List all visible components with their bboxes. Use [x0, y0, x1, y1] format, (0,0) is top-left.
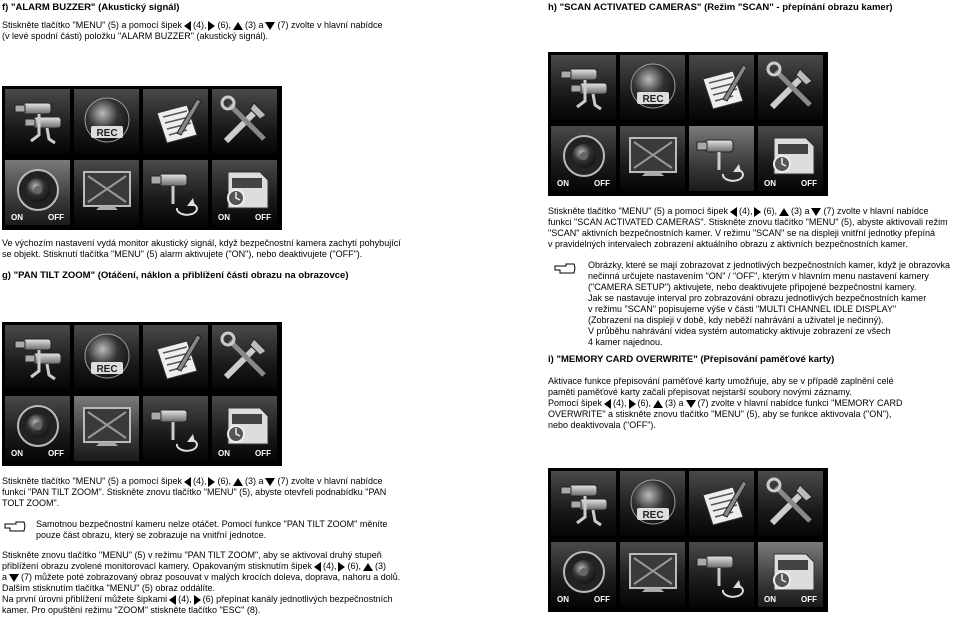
section-g-note: Samotnou bezpečnostní kameru nelze otáčet. Pomocí funkce "PAN TILT ZOOM" měníte pouze část obrazu, který se zobrazuje na vnitřní jednotce. — [36, 519, 388, 540]
menu-item-schedule[interactable] — [688, 54, 755, 121]
arrow-right-icon — [208, 477, 215, 487]
pointing-hand-icon — [4, 520, 26, 532]
menu-item-camera[interactable] — [550, 54, 617, 121]
menu-item-pan-tilt-zoom[interactable] — [619, 125, 686, 192]
section-h-note: Obrázky, které se mají zobrazovat z jednotlivých bezpečnostních kamer, když je obrazovka nečinná určujete nastavením "ON" / "OFF", kterým v hlavním menu nastavení kamery ("CAMERA SETUP") aktivujete, nebo deaktivujete připojené bezpečnostní kamery. Jak se nastavuje interval pro zobrazování obrazu jednotlivých bezpečnostních kamer v režimu "SCAN" popisujeme výše v části "MULTI CHANNEL IDLE DISPLAY" (Zobrazení na displeji v době, kdy neběží nahrávání a uživatel je nečinný). V průběhu nahrávání videa systém automaticky aktivuje zobrazení ze všech 4 kamer najednou. — [588, 260, 950, 347]
menu-item-overwrite[interactable]: ON OFF — [211, 159, 278, 226]
section-f-instructions: Stiskněte tlačítko "MENU" (5) a pomocí šipek (4), (6), (3) a (7) zvolte v hlavní nabídce (v levé spodní části) položku "ALARM BUZZER" (akustický signál). — [2, 20, 383, 41]
section-h-heading: h) "SCAN ACTIVATED CAMERAS" (Režim "SCAN" - přepínání obrazu kamer) — [548, 2, 893, 13]
menu-item-schedule[interactable] — [688, 470, 755, 537]
menu-item-record[interactable] — [73, 324, 140, 391]
section-g-instructions: Stiskněte tlačítko "MENU" (5) a pomocí šipek (4), (6), (3) a (7) zvolte v hlavní nabídce funkci "PAN TILT ZOOM". Stiskněte znovu tlačítko "MENU" (5), abyste otevřeli podnabídku "PAN TOLT ZOOM". — [2, 476, 387, 508]
main-menu-ptz — [2, 322, 282, 466]
section-i-heading: i) "MEMORY CARD OVERWRITE" (Přepisování paměťové karty) — [548, 354, 835, 365]
main-menu-scan — [548, 52, 828, 196]
arrow-down-icon — [265, 22, 275, 30]
menu-item-setup[interactable] — [211, 88, 278, 155]
off-label: OFF — [48, 213, 64, 222]
arrow-down-icon — [265, 478, 275, 486]
main-menu-alarm — [2, 86, 282, 230]
arrow-right-icon — [208, 21, 215, 31]
on-label: ON — [11, 213, 23, 222]
menu-item-alarm-buzzer[interactable]: ON OFF — [4, 395, 71, 462]
main-menu-overwrite — [548, 468, 828, 612]
menu-item-alarm-buzzer[interactable] — [4, 159, 71, 226]
menu-item-camera[interactable] — [550, 470, 617, 537]
arrow-left-icon — [184, 477, 191, 487]
menu-item-record[interactable] — [73, 88, 140, 155]
menu-item-overwrite[interactable]: ON OFF — [211, 395, 278, 462]
arrow-up-icon — [233, 22, 243, 30]
section-f-description: Ve výchozím nastavení vydá monitor akustický signál, když bezpečnostní kamera zachytí pohybující se objekt. Stisknutí tlačítka "MENU" (5) alarm aktivujete ("ON"), nebo deaktivujete ("OFF"). — [2, 238, 401, 259]
menu-item-record[interactable] — [619, 470, 686, 537]
section-g-body: Stiskněte znovu tlačítko "MENU" (5) v režimu "PAN TILT ZOOM", aby se aktivoval druhý stupeň přiblížení obrazu zvolené monitorovací kamery. Opakovaným stisknutím šipek (4), (6), (3) a (7) můžete poté zobrazovaný obraz posouvat v malých krocích doleva, doprava, nahoru a dolů. Dalším stisknutím tlačítka "MENU" (5) obraz oddálíte. Na první úrovni přiblížení můžete šipkami (4), (6) přepínat kanály jednotlivých bezpečnostních kamer. Pro opuštění režimu "ZOOM" stiskněte tlačítko "ESC" (8). — [2, 550, 401, 615]
section-h-instructions: Stiskněte tlačítko "MENU" (5) a pomocí šipek (4), (6), (3) a (7) zvolte v hlavní nabídce funkci "SCAN ACTIVATED CAMERAS". Stiskněte znovu tlačítko "MENU" (5), abyste aktivovali režim "SCAN" aktivních bezpečnostních kamer. V režimu "SCAN" se na displeji vnitřní jednotky přepíná v pravidelných intervalech zobrazení aktuálního obrazu z aktivních bezpečnostních kamer. — [548, 206, 948, 249]
menu-item-alarm-buzzer[interactable]: ON OFF — [550, 125, 617, 192]
menu-item-scan[interactable] — [688, 125, 755, 192]
section-i-body: Aktivace funkce přepisování paměťové karty umožňuje, aby se v případě zaplnění celé paměti paměťové karty začali přepisovat nejstarší soubory novými záznamy. Pomocí šipek (4), (6), (3) a (7) zvolte v hlavní nabídce funkci "MEMORY CARD OVERWRITE" a stiskněte znovu tlačítko "MENU" (5), aby se funkce aktivovala ("ON"), nebo deaktivovala ("OFF"). — [548, 376, 903, 430]
menu-item-pan-tilt-zoom[interactable] — [73, 159, 140, 226]
menu-item-camera[interactable] — [4, 88, 71, 155]
menu-item-setup[interactable] — [757, 54, 824, 121]
menu-item-scan[interactable] — [142, 395, 209, 462]
pointing-hand-icon — [554, 262, 576, 274]
menu-item-alarm-buzzer[interactable]: ON OFF — [550, 541, 617, 608]
arrow-left-icon — [184, 21, 191, 31]
menu-item-pan-tilt-zoom[interactable] — [73, 395, 140, 462]
menu-item-overwrite[interactable]: ON OFF — [757, 125, 824, 192]
menu-item-scan[interactable] — [688, 541, 755, 608]
section-g-heading: g) "PAN TILT ZOOM" (Otáčení, náklon a přiblížení části obrazu na obrazovce) — [2, 270, 349, 281]
menu-item-camera[interactable] — [4, 324, 71, 391]
arrow-up-icon — [233, 478, 243, 486]
menu-item-schedule[interactable] — [142, 324, 209, 391]
menu-item-record[interactable] — [619, 54, 686, 121]
menu-item-setup[interactable] — [757, 470, 824, 537]
menu-item-pan-tilt-zoom[interactable] — [619, 541, 686, 608]
menu-item-overwrite[interactable]: ON OFF — [757, 541, 824, 608]
menu-item-setup[interactable] — [211, 324, 278, 391]
menu-item-schedule[interactable] — [142, 88, 209, 155]
menu-item-scan[interactable] — [142, 159, 209, 226]
section-f-heading: f) "ALARM BUZZER" (Akustický signál) — [2, 2, 180, 13]
